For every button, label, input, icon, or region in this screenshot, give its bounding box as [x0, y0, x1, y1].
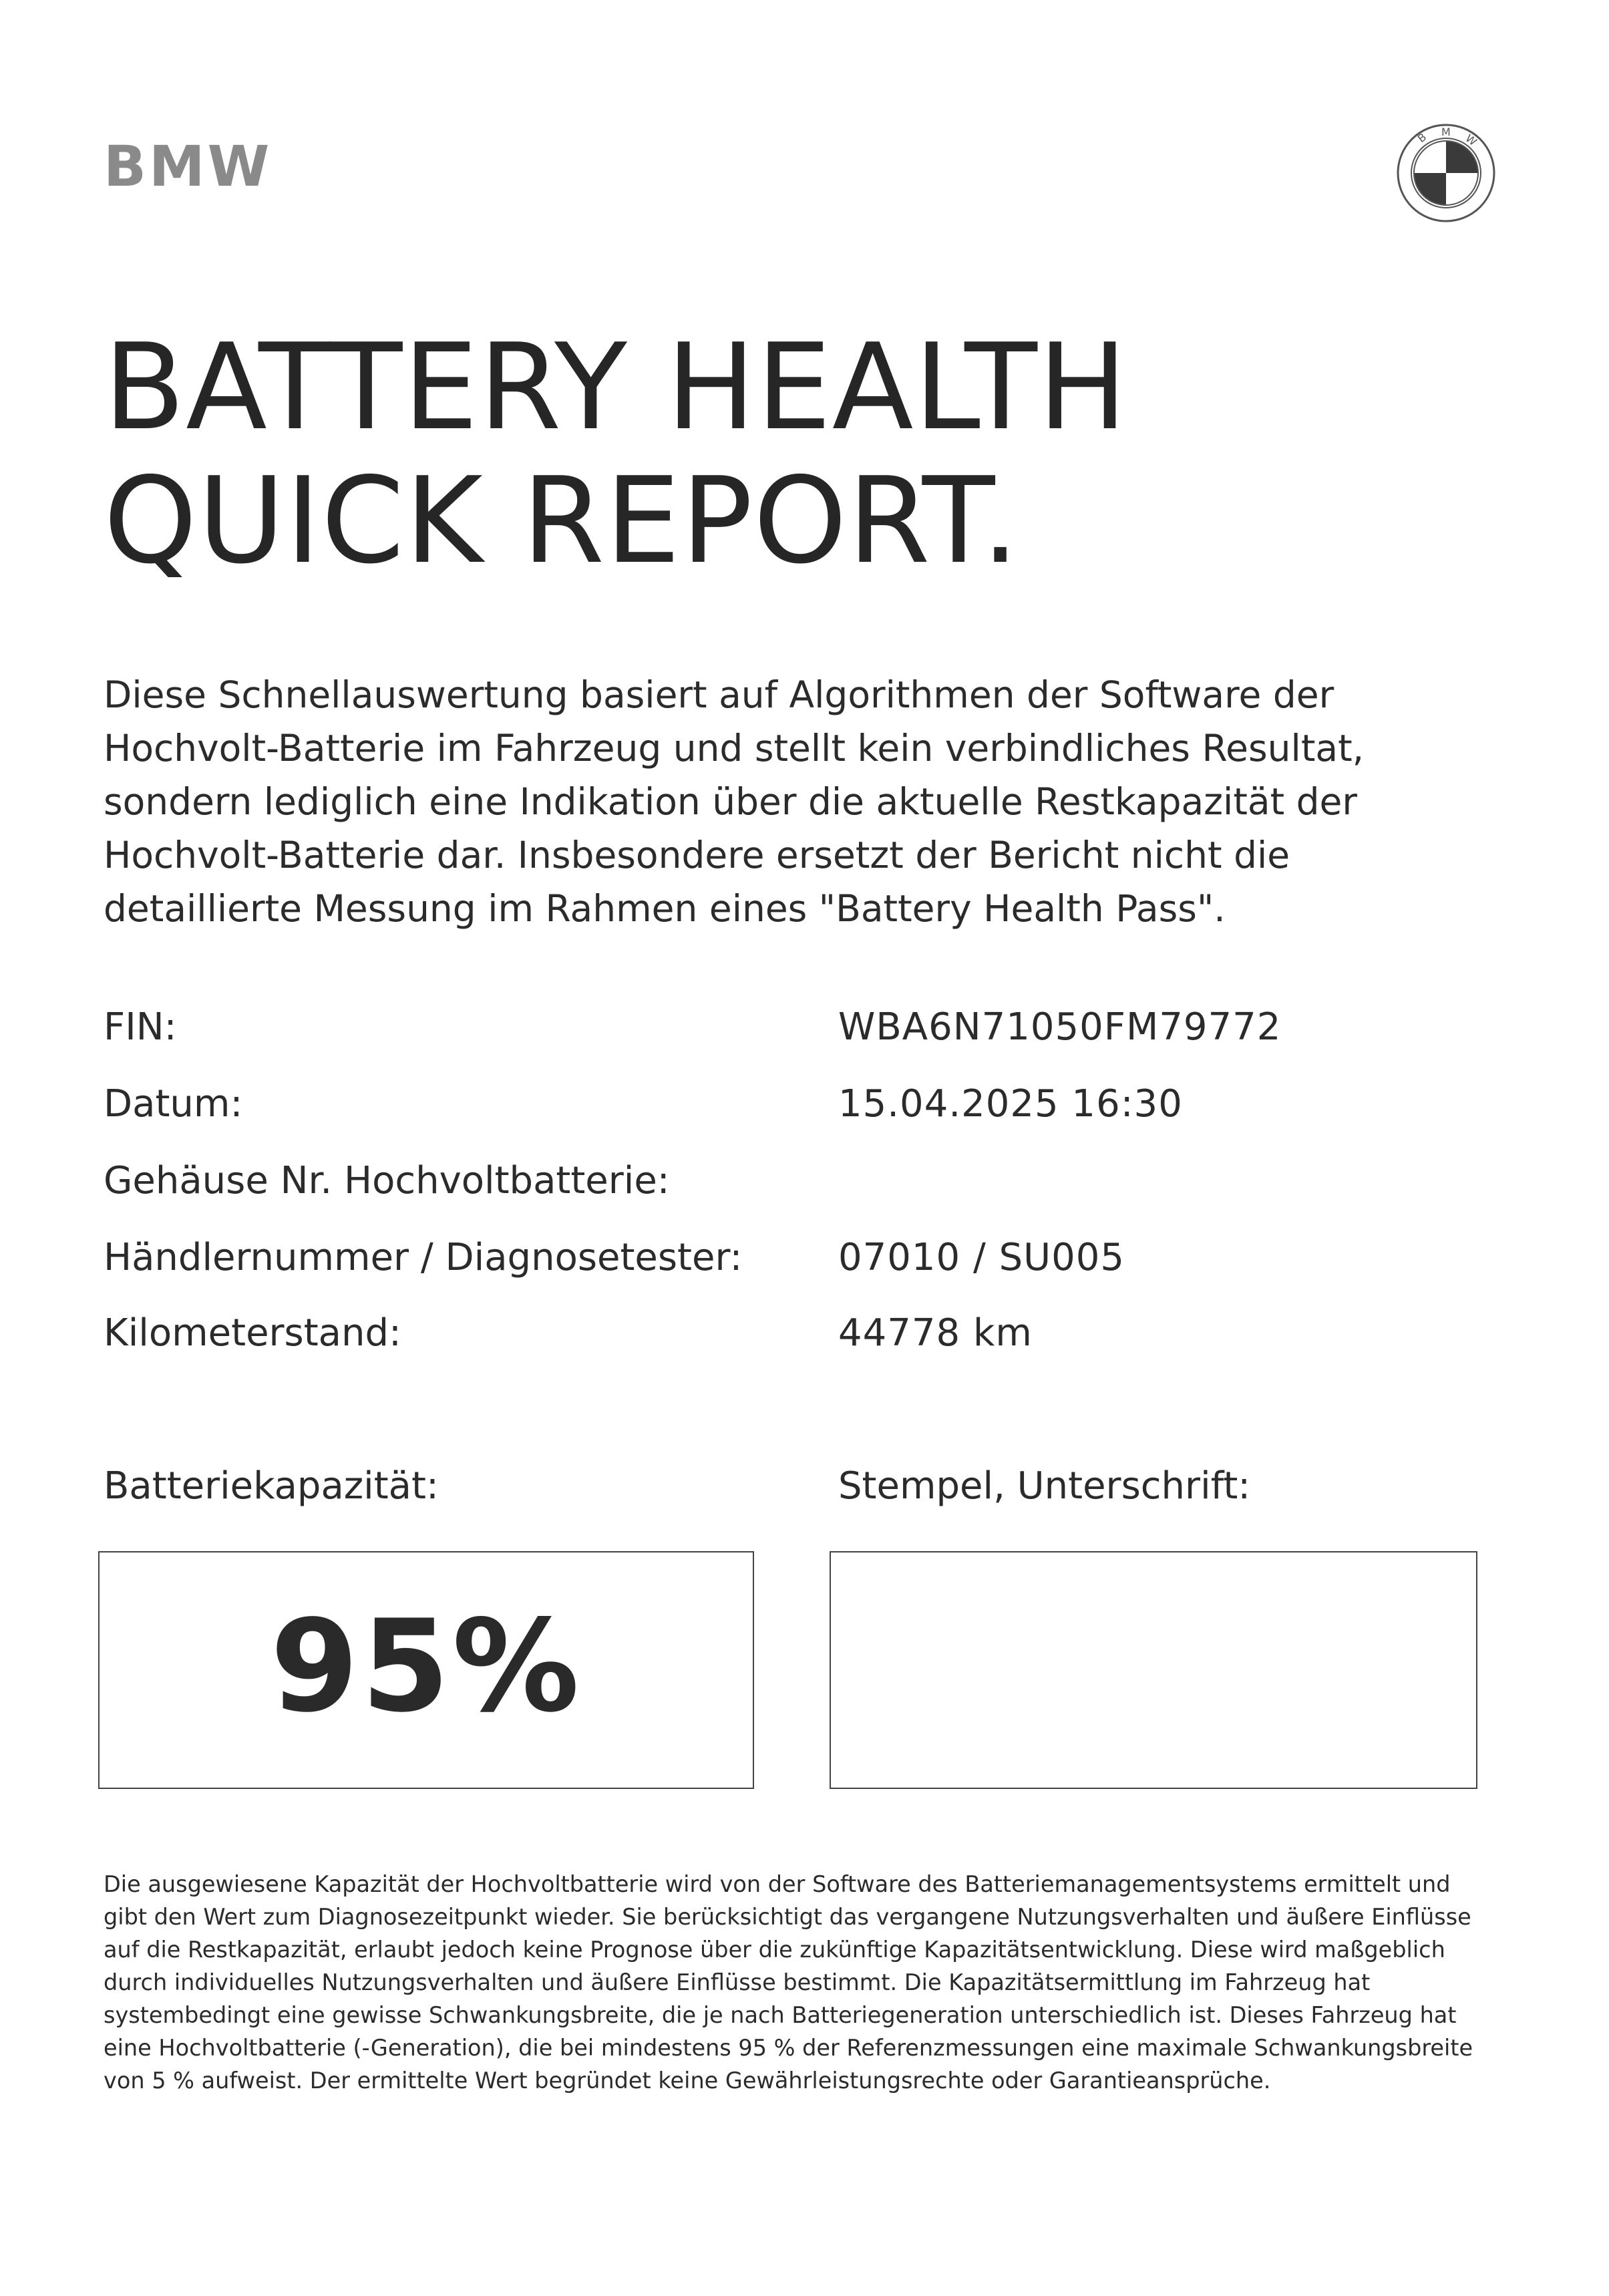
disclaimer-paragraph — [104, 1868, 1479, 2097]
svg-text:B: B — [1415, 130, 1429, 146]
intro-paragraph — [104, 668, 1439, 935]
svg-text:W: W — [1463, 132, 1479, 148]
battery-housing-number-label: Gehäuse Nr. Hochvoltbatterie: — [104, 1159, 670, 1202]
disclaimer-line: eine Hochvoltbatterie (-Generation), die bei mindestens 95 % der Referenzmessungen eine maximale Schwankungsbreite — [104, 2035, 1473, 2061]
intro-line: Diese Schnellauswertung basiert auf Algorithmen der Software der — [104, 673, 1334, 716]
intro-line: sondern lediglich eine Indikation über die aktuelle Restkapazität der — [104, 780, 1358, 823]
intro-line: Hochvolt-Batterie dar. Insbesondere ersetzt der Bericht nicht die — [104, 834, 1290, 876]
disclaimer-line: auf die Restkapazität, erlaubt jedoch keine Prognose über die zukünftige Kapazitätsentwicklung. Diese wird maßgeblich — [104, 1937, 1445, 1963]
disclaimer-line: von 5 % aufweist. Der ermittelte Wert begründet keine Gewährleistungsrechte oder Garantieansprüche. — [104, 2068, 1271, 2094]
bmw-roundel-logo — [1396, 123, 1496, 223]
mileage-label: Kilometerstand: — [104, 1311, 401, 1355]
fin-label: FIN: — [104, 1005, 177, 1049]
disclaimer-line: gibt den Wert zum Diagnosezeitpunkt wieder. Sie berücksichtigt das vergangene Nutzungsverhalten und äußere Einflüsse — [104, 1904, 1471, 1930]
intro-line: detaillierte Messung im Rahmen eines "Battery Health Pass". — [104, 887, 1226, 930]
battery-capacity-value: 95% — [270, 1593, 582, 1740]
mileage-value: 44778 km — [838, 1311, 1033, 1355]
report-title-line-1: BATTERY HEALTH — [104, 318, 1128, 456]
date-label: Datum: — [104, 1082, 243, 1126]
battery-capacity-label: Batteriekapazität: — [104, 1464, 439, 1508]
fin-value: WBA6N71050FM79772 — [838, 1005, 1282, 1049]
intro-line: Hochvolt-Batterie im Fahrzeug und stellt kein verbindliches Resultat, — [104, 727, 1365, 770]
dealer-number-value: 07010 / SU005 — [838, 1236, 1125, 1279]
brand-wordmark: BMW — [104, 134, 273, 199]
date-value: 15.04.2025 16:30 — [838, 1082, 1183, 1126]
disclaimer-line: Die ausgewiesene Kapazität der Hochvoltbatterie wird von der Software des Batteriemanagementsystems ermittelt und — [104, 1871, 1451, 1897]
battery-capacity-box — [98, 1551, 754, 1789]
dealer-number-label: Händlernummer / Diagnosetester: — [104, 1236, 743, 1279]
disclaimer-line: systembedingt eine gewisse Schwankungsbreite, die je nach Batteriegeneration unterschiedlich ist. Dieses Fahrzeug hat — [104, 2002, 1457, 2028]
report-title — [104, 318, 1128, 590]
stamp-signature-label: Stempel, Unterschrift: — [838, 1464, 1251, 1508]
report-title-line-2: QUICK REPORT. — [104, 452, 1020, 590]
svg-text:M: M — [1441, 126, 1451, 138]
stamp-signature-box — [830, 1551, 1477, 1789]
disclaimer-line: durch individuelles Nutzungsverhalten und äußere Einflüsse bestimmt. Die Kapazitätsermittlung im Fahrzeug hat — [104, 1969, 1371, 1995]
